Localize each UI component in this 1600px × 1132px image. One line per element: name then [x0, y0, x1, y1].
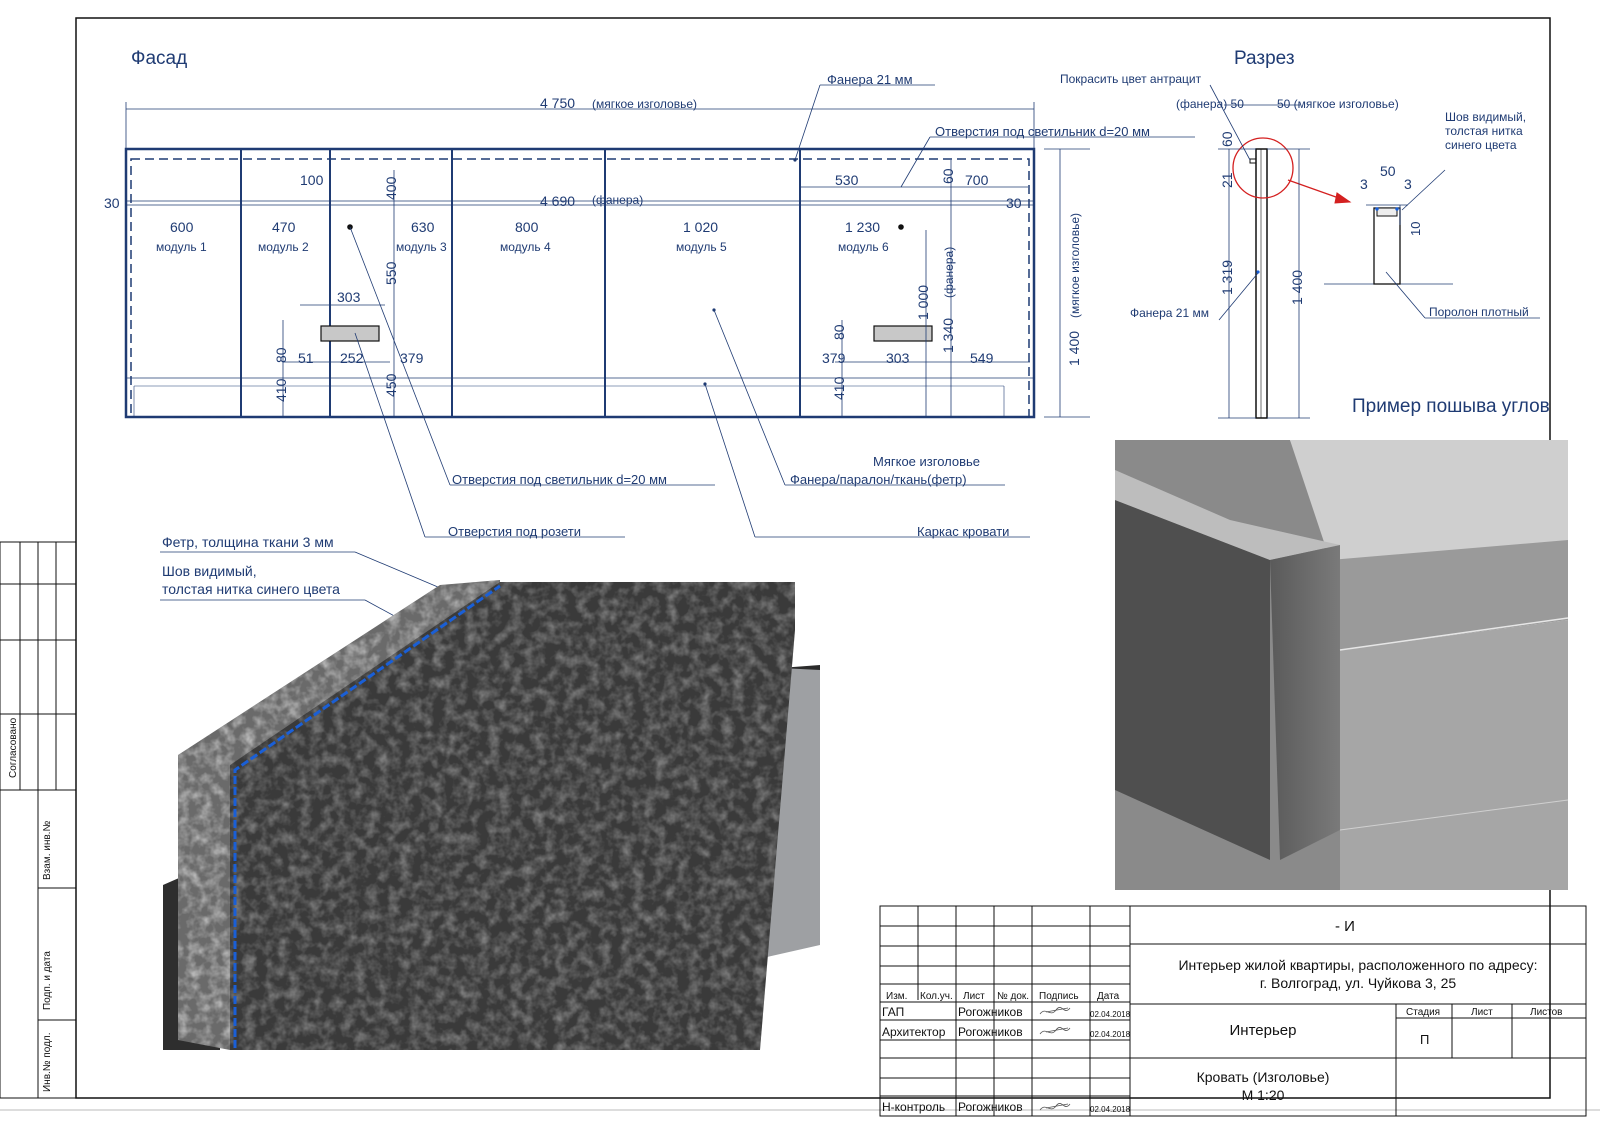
- side-stamp: [0, 542, 76, 1098]
- tb-stage-value: П: [1420, 1032, 1430, 1047]
- module-6-label: модуль 6: [838, 240, 889, 254]
- headboard-render: [163, 580, 820, 1050]
- tb-h-sheet: Лист: [1471, 1007, 1493, 1018]
- dim-height-total: 1 400: [1066, 330, 1082, 366]
- dim-overall-width-note: (мягкое изголовье): [592, 97, 698, 111]
- detail-dim-3a: 3: [1360, 176, 1368, 192]
- tb-row3-role: Н-контроль: [882, 1100, 946, 1114]
- dim-303-right: 303: [886, 350, 910, 366]
- section-plywood-21: Фанера 21 мм: [1130, 306, 1209, 320]
- lamp-hole-right: [898, 224, 904, 230]
- section-dim-1319: 1 319: [1219, 259, 1235, 295]
- tb-row1-role: ГАП: [882, 1005, 905, 1019]
- module-3-width: 630: [411, 219, 435, 235]
- tb-section-name: Интерьер: [1229, 1022, 1297, 1039]
- dim-overall-width: 4 750: [540, 95, 576, 111]
- detail-dim-10: 10: [1408, 221, 1423, 236]
- section-paint-note: Покрасить цвет антрацит: [1060, 72, 1202, 86]
- dim-379-right: 379: [822, 350, 846, 366]
- dim-379-left: 379: [400, 350, 424, 366]
- facade-geometry: [126, 149, 1034, 417]
- tb-row1-name: Рогожников: [958, 1005, 1023, 1019]
- tb-h-data: Дата: [1097, 991, 1120, 1002]
- socket-opening-left: [321, 326, 379, 341]
- dim-51: 51: [298, 350, 314, 366]
- dim-1000: 1 000: [915, 284, 931, 320]
- dim-60-right: 60: [940, 168, 956, 184]
- section-dim-60: 60: [1219, 131, 1235, 147]
- dim-252: 252: [340, 350, 364, 366]
- tb-signatures: [1040, 1007, 1070, 1110]
- dim-303-left: 303: [337, 289, 361, 305]
- module-4-label: модуль 4: [500, 240, 551, 254]
- section-dim-1400: 1 400: [1289, 269, 1305, 305]
- facade-title: Фасад: [131, 48, 188, 69]
- stamp-sign-date: Подп. и дата: [42, 951, 53, 1010]
- tb-project-1: Интерьер жилой квартиры, расположенного по адресу:: [1178, 957, 1538, 973]
- detail-dim-50: 50: [1380, 163, 1396, 179]
- module-4-width: 800: [515, 219, 539, 235]
- dim-410-right: 410: [831, 376, 847, 400]
- tb-code: - И: [1335, 918, 1355, 935]
- callout-bed-frame: Каркас кровати: [917, 524, 1010, 539]
- dim-1340-note: (фанера): [942, 246, 956, 298]
- tb-row2-name: Рогожников: [958, 1025, 1023, 1039]
- detail-foam: Поролон плотный: [1429, 305, 1529, 319]
- module-6-width: 1 230: [845, 219, 881, 235]
- dim-80-right: 80: [831, 324, 847, 340]
- tb-h-ndok: № док.: [997, 991, 1030, 1002]
- detail-seam-1: Шов видимый,: [1445, 110, 1527, 124]
- dim-410-left: 410: [273, 378, 289, 402]
- render-seam-note-1: Шов видимый,: [162, 563, 257, 579]
- module-3-label: модуль 3: [396, 240, 447, 254]
- detail-dim-3b: 3: [1404, 176, 1412, 192]
- tb-h-kol: Кол.уч.: [920, 991, 953, 1002]
- dim-plywood-width-note: (фанера): [592, 193, 644, 207]
- module-1-width: 600: [170, 219, 194, 235]
- dim-1340: 1 340: [940, 317, 956, 353]
- stamp-agreed: Согласовано: [8, 717, 19, 778]
- dim-height-note: (мягкое изголовье): [1068, 212, 1082, 318]
- tb-row1-date: 02.04.2018: [1090, 1010, 1131, 1019]
- tb-row2-date: 02.04.2018: [1090, 1030, 1131, 1039]
- section-soft-50: 50 (мягкое изголовье): [1277, 97, 1399, 111]
- dim-edge-left: 30: [104, 195, 120, 211]
- dim-550: 550: [383, 261, 399, 285]
- callout-lamp-holes-top: Отверстия под светильник d=20 мм: [935, 124, 1150, 139]
- module-2-width: 470: [272, 219, 296, 235]
- tb-h-izm: Изм.: [886, 991, 908, 1002]
- callout-soft-head-2: Фанера/паралон/ткань(фетр): [790, 472, 967, 487]
- tb-h-podpis: Подпись: [1039, 991, 1079, 1002]
- module-5-label: модуль 5: [676, 240, 727, 254]
- module-2-label: модуль 2: [258, 240, 309, 254]
- render-felt-note: Фетр, толщина ткани 3 мм: [162, 534, 334, 550]
- tb-sheet-title-1: Кровать (Изголовье): [1196, 1069, 1330, 1085]
- corner-example-title: Пример пошыва углов: [1352, 396, 1550, 417]
- dim-400: 400: [383, 176, 399, 200]
- tb-h-stage: Стадия: [1406, 1007, 1441, 1018]
- dim-edge-right: 30: [1006, 195, 1022, 211]
- callout-sockets: Отверстия под розети: [448, 524, 581, 539]
- render-seam-note-2: толстая нитка синего цвета: [162, 581, 340, 597]
- detail-seam-3: синего цвета: [1445, 138, 1517, 152]
- tb-row3-name: Рогожников: [958, 1100, 1023, 1114]
- tb-sheet-title-2: М 1:20: [1241, 1087, 1285, 1103]
- tb-row2-role: Архитектор: [882, 1025, 946, 1039]
- section-plywood-50: (фанера) 50: [1176, 97, 1244, 111]
- callout-lamp-holes: Отверстия под светильник d=20 мм: [452, 472, 667, 487]
- tb-h-list: Лист: [963, 991, 985, 1002]
- dim-80-left: 80: [273, 347, 289, 363]
- dim-450: 450: [383, 373, 399, 397]
- corner-photo: [1115, 440, 1568, 890]
- module-1-label: модуль 1: [156, 240, 207, 254]
- dim-700: 700: [965, 172, 989, 188]
- callout-soft-head-1: Мягкое изголовье: [873, 454, 981, 469]
- dim-549: 549: [970, 350, 994, 366]
- tb-h-sheets: Листов: [1530, 1007, 1563, 1018]
- stamp-inv-orig: Инв.№ подл.: [42, 1032, 53, 1092]
- dim-plywood-width: 4 690: [540, 193, 576, 209]
- section-dim-21: 21: [1219, 172, 1235, 188]
- tb-row3-date: 02.04.2018: [1090, 1105, 1131, 1114]
- tb-project-2: г. Волгоград, ул. Чуйкова 3, 25: [1259, 975, 1457, 991]
- socket-opening-right: [874, 326, 932, 341]
- section-title: Разрез: [1234, 48, 1295, 69]
- stamp-inv-swap: Взам. инв.№: [42, 820, 53, 880]
- detail-seam-2: толстая нитка: [1445, 124, 1523, 138]
- dim-530: 530: [835, 172, 859, 188]
- dim-100: 100: [300, 172, 324, 188]
- module-5-width: 1 020: [683, 219, 719, 235]
- callout-plywood-21: Фанера 21 мм: [827, 72, 913, 87]
